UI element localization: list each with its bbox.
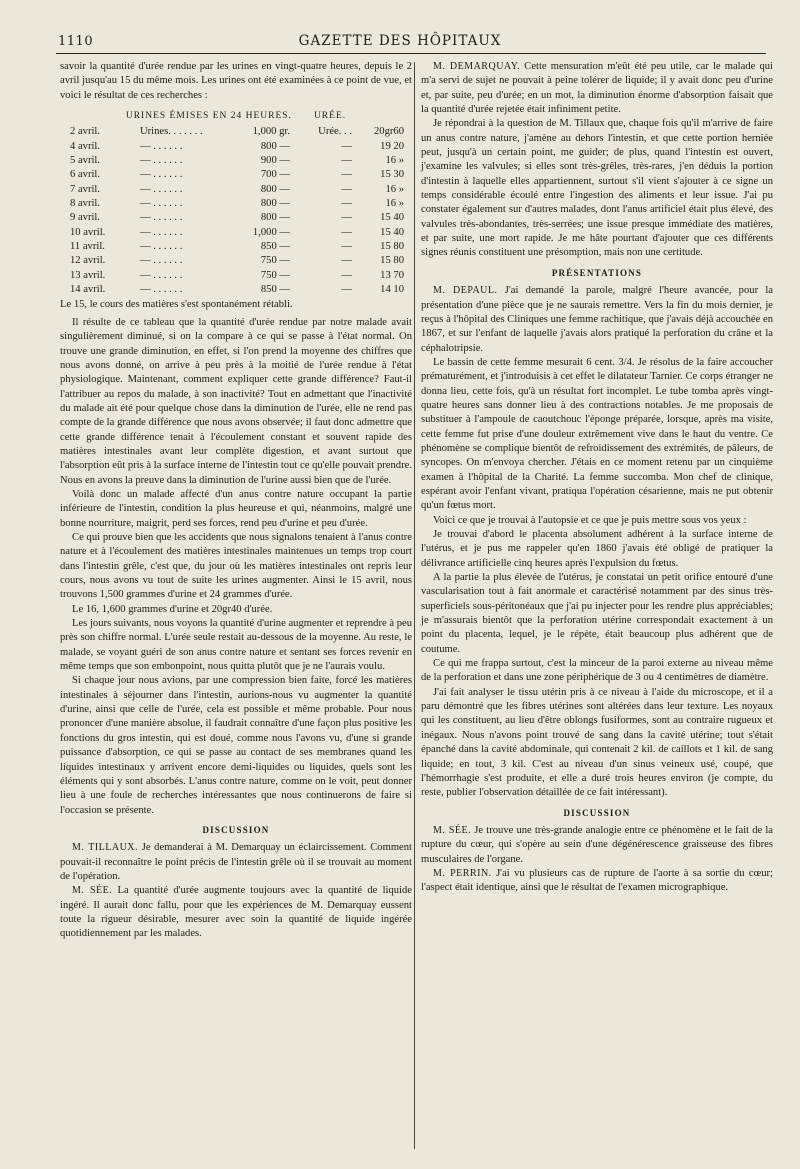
discussion-entry <box>421 284 773 356</box>
discussion-entry <box>421 60 773 117</box>
row-volume: 1,000 gr. <box>252 126 290 138</box>
table-row <box>60 254 412 268</box>
paragraph: Voilà donc un malade affecté d'un anus contre nature occupant la partie inférieure de l'intestin, condition la plus heureuse et qui, néanmoins, malgré une bonne nourriture, maigrit, perd ses forces, rend peu d'urine et peu d'urée. <box>60 488 412 529</box>
row-uree: 19 20 <box>380 140 404 152</box>
row-uree: 20gr60 <box>373 126 404 138</box>
paragraph: Je répondrai à la question de M. Tillaux que, chaque fois qu'il m'arrive de faire un anus contre nature, j'amène au dehors l'intestin, et que cette portion herniée peut, jusqu'à un certain point, me guider; de plus, quand l'intestin est ouvert, j'examine les valvules; si elles sont très-grêles, très-rares, j'en déduis la portion d'intestin à laquelle elles appartiennent, surtout s'il vient s'ajouter à ce signe un temps considérable écoulé entre l'ingestion des aliments et leur issue. J'ai pu constater également sur d'autres malades, dont l'anus artificiel était plus élevé, des valvules très-abondantes, très-serrées; une issue presque immédiate des matières, et par suite, une mort rapide. Je me hâte pourtant d'ajouter que ces différents signes réunis constituent une présomption, mais non une certitude. <box>421 118 773 259</box>
row-uree: 15 80 <box>380 255 404 267</box>
paragraph: J'ai fait analyser le tissu utérin pris à ce niveau à l'aide du microscope, et il a paru démontré que les fibres utérines sont altérées dans leur texture. Les noyaux qui les constituent, au lieu d'être oblongs fusiformes, sont au contraire rugueux et inégaux. Nous n'avons point trouvé de sang dans la cavité utérine; tout s'était épanché dans la cavité abdominale, qui contenait 2 kil. de caillots et 1 kil. de sang liquide; en tout, 3 kil. C'est au niveau d'un sinus veineux usé, coupé, que l'hémorrhagie s'est produite, et elle a duré trois heures environ (je compte, du reste, publier l'observation détaillée de ce fait intéressant). <box>421 686 773 799</box>
row-uree-label: — <box>341 226 352 238</box>
table-row <box>60 211 412 225</box>
paragraph: Ce qui me frappa surtout, c'est la minceur de la paroi externe au niveau même de la perforation et dans une zone périphérique de 3 ou 4 centimètres de diamètre. <box>421 658 773 684</box>
row-label: — . . . . . . <box>140 183 183 195</box>
speaker-text: Je trouve une très-grande analogie entre ce phénomène et le fait de la rupture du cœur, qui s'opère au sein d'une dégénérescence graisseuse des fibres musculaires de l'organe. <box>421 824 774 865</box>
table-row <box>60 125 412 139</box>
speaker-text: J'ai vu plusieurs cas de rupture de l'aorte à sa sortie du cœur; l'aspect était identique, ainsi que le résultat de l'examen micrographique. <box>421 867 773 894</box>
row-label: — . . . . . . <box>140 212 183 224</box>
paragraph: Les jours suivants, nous voyons la quantité d'urine augmenter et reprendre à peu près son chiffre normal. L'urée seule restait au-dessous de la moyenne. Au reste, le malade, se voyant guéri de son anus contre nature et sentant ses forces revenir en même temps que son embonpoint, nous quitta plutôt que je ne l'aurais voulu. <box>60 618 412 673</box>
row-date: 4 avril. <box>70 140 101 152</box>
speaker-text: J'ai demandé la parole, malgré l'heure avancée, pour la présentation d'une pièce que je ne saurais remettre. Vers la fin du mois dernier, je reçus à l'hôpital des Cliniques une femme rachitique, que j'avais déjà accouchée en 1867, et sur l'enfant de laquelle j'avais alors pratiqué la perforation du crâne et la céphalotripsie. <box>421 285 773 354</box>
row-label: — . . . . . . <box>140 284 183 296</box>
discussion-heading: DISCUSSION <box>563 807 631 818</box>
row-volume: 800 — <box>260 140 290 152</box>
row-uree-label: — <box>341 169 352 181</box>
row-volume: 700 — <box>260 169 290 181</box>
table-row <box>60 140 412 154</box>
speaker-name: M. TILLAUX. <box>72 842 139 854</box>
discussion-heading: DISCUSSION <box>202 824 270 835</box>
presentations-heading: PRÉSENTATIONS <box>551 267 643 278</box>
row-volume: 800 — <box>260 198 290 210</box>
speaker-name: M. DEMARQUAY. <box>433 61 521 72</box>
column-divider <box>414 62 415 1149</box>
row-uree: 13 70 <box>380 269 404 281</box>
table-row <box>60 269 412 283</box>
header-rule <box>56 53 766 54</box>
table-row <box>60 154 412 168</box>
speaker-text: La quantité d'urée augmente toujours avec la quantité de liquide ingéré. Il aurait donc fallu, pour que les expériences de M. Demarquay eussent toute la rigueur désirable, mesurer avec soin la quantité de liquide ingérée quotidiennement par les malades. <box>60 885 412 940</box>
table-row <box>60 283 412 297</box>
paragraph: Voici ce que je trouvai à l'autopsie et ce que je puis mettre sous vos yeux : <box>433 514 747 526</box>
row-uree: 15 80 <box>380 241 404 253</box>
row-date: 10 avril. <box>70 226 106 238</box>
row-uree-label: — <box>341 284 352 296</box>
speaker-name: M. DEPAUL. <box>433 285 498 297</box>
row-label: — . . . . . . <box>140 226 183 238</box>
row-date: 5 avril. <box>70 155 101 167</box>
discussion-entry <box>421 824 773 867</box>
row-uree-label: — <box>341 155 352 167</box>
table-row <box>60 183 412 197</box>
table-note: Le 15, le cours des matières s'est spontanément rétabli. <box>60 298 293 310</box>
row-uree: 16 » <box>385 198 404 210</box>
row-volume: 850 — <box>260 241 290 253</box>
paragraph: Si chaque jour nous avions, par une compression bien faite, forcé les matières intestinales à séjourner dans l'intestin, aurions-nous vu augmenter la quantité d'urine, ainsi que celle de l'urée, cela est possible et même probable. Pour nous prononcer d'une manière absolue, il faudrait connaître d'une façon plus positive les fonctions du gros intestin, qui est doué, comme nous l'avons vu, d'une si grande puissance d'absorption, ce qui se passe au contact de ses membranes quand les liquides intestinaux y arrivent encore demi-liquides ou liquides, quels sont les éléments qui y sont absorbés. L'anus contre nature, comme on le voit, peut donner lieu à une foule de recherches intéressantes que nous continuerons de faire si l'occasion se présente. <box>60 675 412 816</box>
row-uree-label: — <box>341 198 352 210</box>
row-date: 6 avril. <box>70 169 101 181</box>
discussion-entry <box>60 884 412 941</box>
row-volume: 1,000 — <box>252 226 290 238</box>
row-uree-label: — <box>341 183 352 195</box>
row-uree: 16 » <box>385 155 404 167</box>
table-row <box>60 240 412 254</box>
discussion-entry <box>60 841 412 884</box>
row-date: 12 avril. <box>70 255 106 267</box>
row-volume: 900 — <box>260 155 290 167</box>
uree-header-label: URÉE. <box>313 111 347 122</box>
row-date: 14 avril. <box>70 284 106 296</box>
row-uree-label: — <box>341 269 352 281</box>
discussion-entry <box>421 867 773 896</box>
row-volume: 800 — <box>260 212 290 224</box>
row-volume: 750 — <box>260 269 290 281</box>
row-label: — . . . . . . <box>140 155 183 167</box>
row-uree: 15 30 <box>380 169 404 181</box>
row-label: — . . . . . . <box>140 198 183 210</box>
urine-table-header <box>60 109 412 123</box>
speaker-text: Je demanderai à M. Demarquay un éclaircissement. Comment pouvait-il reconnaître le point précis de l'intestin grêle où il se trouvait au moment de l'opération. <box>60 842 412 882</box>
row-date: 11 avril. <box>70 241 105 253</box>
table-row <box>60 226 412 240</box>
urine-table <box>60 125 412 297</box>
row-date: 8 avril. <box>70 198 101 210</box>
row-label: — . . . . . . <box>140 140 183 152</box>
paragraph: Ce qui prouve bien que les accidents que nous signalons tenaient à l'anus contre nature et à l'écoulement des matières intestinales maintenues un temps trop court dans l'intestin grêle, c'est que, du jour où les matières intestinales ont repris leur cours, nous avons vu tout de suite les urines augmenter. Ainsi le 15 avril, nous trouvons 1,500 grammes d'urine et 24 grammes d'urée. <box>60 532 412 601</box>
speaker-name: M. PERRIN. <box>433 867 492 879</box>
row-uree: 16 » <box>385 183 404 195</box>
row-uree: 15 40 <box>380 226 404 238</box>
row-date: 9 avril. <box>70 212 101 224</box>
intro-paragraph: savoir la quantité d'urée rendue par les urines en vingt-quatre heures, depuis le 2 avril jusqu'au 15 du même mois. Les urines ont été examinées à ce point de vue, et voici le résultat de ces recherches : <box>60 61 412 101</box>
row-label: — . . . . . . <box>140 169 183 181</box>
row-label: — . . . . . . <box>140 255 183 267</box>
speaker-name: M. SÉE. <box>433 824 472 836</box>
row-uree-label: — <box>341 140 352 152</box>
row-uree-label: — <box>341 255 352 267</box>
row-label: — . . . . . . <box>140 269 183 281</box>
paragraph: A la partie la plus élevée de l'utérus, je constatai un petit orifice entouré d'une vascularisation tout à fait anormale et caractérisé notamment par des sinus très-superficiels sous-péritonéaux que j'ai pu injecter pour les rendre plus appréciables; je m'assurais bientôt que la perforation utérine correspondait exactement à un point du placenta, lequel, je le répète, était beaucoup plus adhérent que de coutume. <box>421 572 773 655</box>
paragraph: Je trouvai d'abord le placenta absolument adhérent à la surface interne de l'utérus, et je pus me rappeler qu'en 1860 j'avais été obligé de pratiquer la délivrance artificielle cinq heures après l'expulsion du fœtus. <box>421 529 773 569</box>
row-uree: 15 40 <box>380 212 404 224</box>
row-uree-label: — <box>341 212 352 224</box>
page-number: 1110 <box>58 34 94 49</box>
paragraph: Le bassin de cette femme mesurait 6 cent. 3/4. Je résolus de la faire accoucher prématurément, et j'introduisis à cet effet le dilatateur Tarnier. Ce corps étranger ne donna lieu, cette fois, qu'à un résultat fort incomplet. Le tube tomba après vingt-quatre heures sans donner lieu à des contractions notables. Je me proposais de substituer à l'ampoule de caoutchouc l'éponge préparée, lorsque, après ma visite, cette femme fut prise d'une douleur extrêmement vive dans le haut du ventre. Ce phénomène se complique bientôt de refroidissement des extrémités, de pâleurs, de syncopes. On m'envoya chercher. J'étais en ce moment retenu par un cinquième examen à l'hôpital de la Charité. La femme succomba. Mon chef de clinique, espérant avoir l'enfant vivant, pratiqua l'opération césarienne, mais ne put obtenir qu'un fœtus mort. <box>421 356 773 512</box>
row-volume: 800 — <box>260 183 290 195</box>
row-uree-label: — <box>341 241 352 253</box>
left-column <box>60 60 412 942</box>
journal-title: GAZETTE DES HÔPITAUX <box>298 33 502 49</box>
row-volume: 850 — <box>260 284 290 296</box>
table-row <box>60 197 412 211</box>
row-label: — . . . . . . <box>140 241 183 253</box>
row-date: 2 avril. <box>70 126 101 138</box>
speaker-name: M. SÉE. <box>72 885 113 897</box>
table-row <box>60 168 412 182</box>
paragraph: Il résulte de ce tableau que la quantité d'urée rendue par notre malade avait singulièrement diminué, si on la compare à ce qui se passe à l'état normal. On trouve une grande diminution, en effet, si l'on prend la moyenne des chiffres que nous avons donné, on arrive à peu près à la moitié de l'urée rendue à l'état physiologique. Maintenant, comment expliquer cette grande différence? Faut-il l'attribuer au repos du malade, à son inactivité? Tout en admettant que l'inactivité du malade ait été pour quelque chose dans la diminution de l'urée, elle ne rend pas compte de la grande différence que nous avons observée; il faut donc admettre que cette grande différence tenait à l'écoulement constant et souvent rapide des matières intestinales avant leur complète digestion, et avant surtout que l'absorption eût pris à la surface interne de l'intestin tout ce qu'elle pouvait prendre. Nous en avons la preuve dans la diminution de l'urine aussi bien que de l'urée. <box>60 316 412 486</box>
row-date: 7 avril. <box>70 183 101 195</box>
row-uree-label: Urée. . . <box>318 126 352 138</box>
urine-header-label: URINES ÉMISES EN 24 HEURES. <box>125 111 292 122</box>
right-column <box>421 60 773 896</box>
paragraph: Le 16, 1,600 grammes d'urine et 20gr40 d'urée. <box>72 603 273 615</box>
row-date: 13 avril. <box>70 269 106 281</box>
speaker-text: Cette mensuration m'eût été peu utile, car le malade qui m'a servi de sujet ne pouvait à peine tolérer de liquide; il y avait donc peu d'urine et, par suite, peu d'urée; en un mot, la diminution énorme d'absorption faisait que la quantité d'urée rejetée était infiniment petite. <box>421 61 773 116</box>
row-label: Urines. . . . . . . <box>140 126 203 138</box>
row-volume: 750 — <box>260 255 290 267</box>
row-uree: 14 10 <box>380 284 404 296</box>
